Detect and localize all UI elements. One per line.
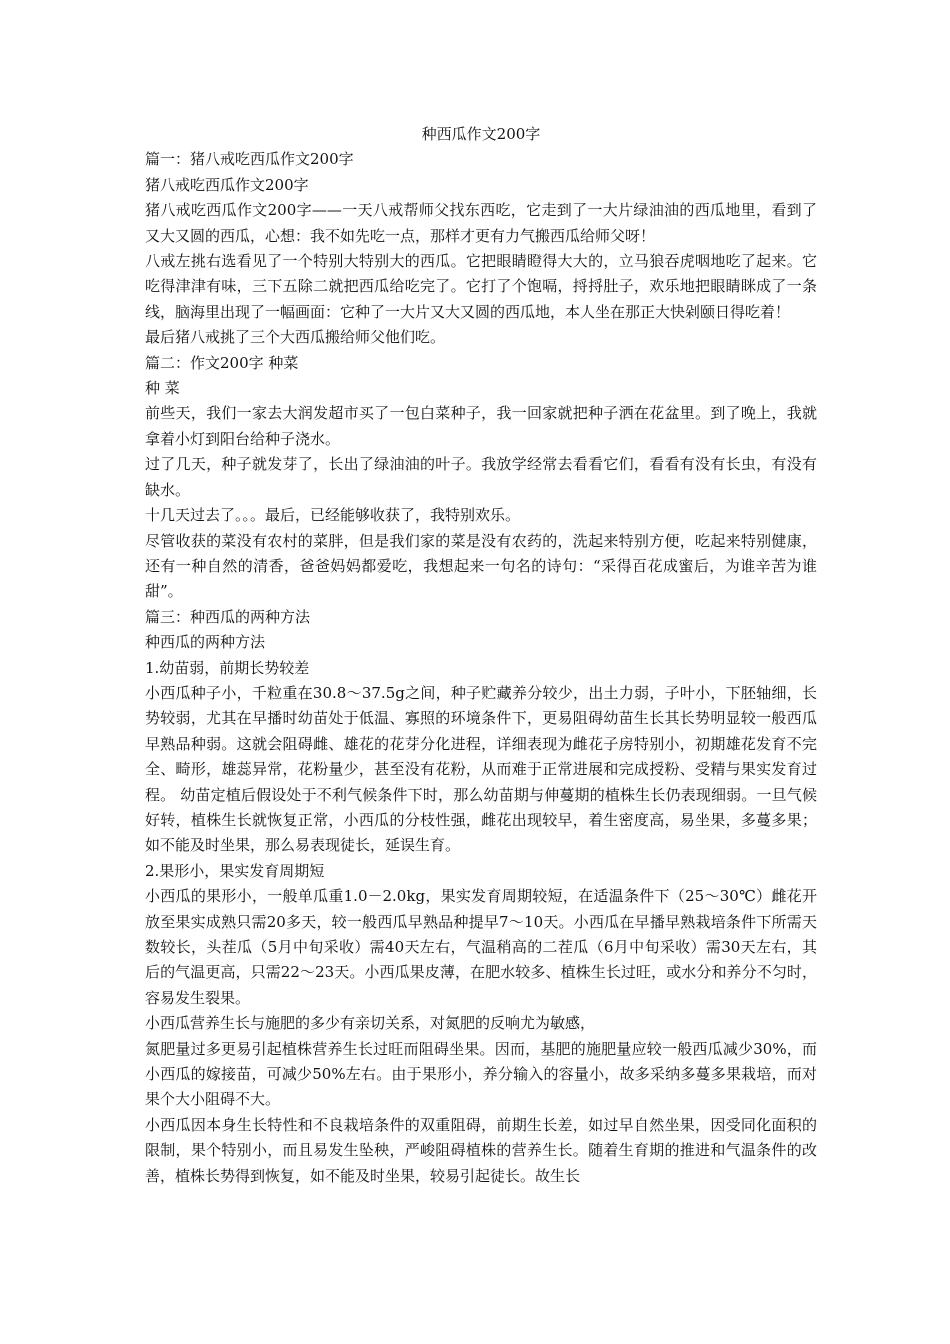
section-heading: 篇二：作文200字 种菜 [145,353,299,372]
paragraph: 小西瓜营养生长与施肥的多少有亲切关系，对氮肥的反响尤为敏感， [145,1014,596,1033]
paragraph: 最后猪八戒挑了三个大西瓜搬给师父他们吃。 [145,328,446,347]
paragraph: 小西瓜因本身生长特性和不良栽培条件的双重阻碍，前期生长差，如过早自然坐果，因受同化面积的限制，果个特别小，而且易发生坠秧，严峻阻碍植株的营养生长。随着生育期的推进和气温条件的改善，植株长势得到恢复，如不能及时坐果，较易引起徒长。故生长 [145,1115,817,1185]
paragraph: 十几天过去了。。。最后，已经能够收获了，我特别欢乐。 [145,506,521,525]
paragraph: 猪八戒吃西瓜作文200字——一天八戒帮师父找东西吃，它走到了一大片绿油油的西瓜地里，看到了又大又圆的西瓜，心想：我不如先吃一点，那样才更有力气搬西瓜给师父呀！ [145,201,817,245]
paragraph: 小西瓜的果形小，一般单瓜重1.0－2.0kg，果实发育周期较短，在适温条件下（25～30℃）雌花开放至果实成熟只需20多天，较一般西瓜早熟品种提早7～10天。小西瓜在早播早熟栽培条件下所需天数较长，头茬瓜（5月中旬采收）需40天左右，气温稍高的二茬瓜（6月中旬采收）需30天左右，其后的气温更高，只需22～23天。小西瓜果皮薄，在肥水较多、植株生长过旺，或水分和养分不匀时，容易发生裂果。 [145,887,817,1007]
paragraph: 篇一：猪八戒吃西瓜作文200字 [145,150,354,169]
paragraph: 八戒左挑右选看见了一个特别大特别大的西瓜。它把眼睛瞪得大大的，立马狼吞虎咽地吃了起来。它吃得津津有味，三下五除二就把西瓜给吃完了。它打了个饱嗝，捋捋肚子，欢乐地把眼睛眯成了一条线，脑海里出现了一幅画面：它种了一大片又大又圆的西瓜地，本人坐在那正大快剁颐日得吃着！ [145,252,817,321]
paragraph: 种 菜 [145,379,180,398]
paragraph: 2.果形小，果实发育周期短 [145,861,325,880]
paragraph: 1.幼苗弱，前期长势较差 [145,658,310,677]
paragraph: 过了几天，种子就发芽了，长出了绿油油的叶子。我放学经常去看看它们，看看有没有长虫，有没有缺水。 [145,455,817,499]
document-page [145,122,817,1189]
paragraph: 尽管收获的菜没有农村的菜胖，但是我们家的菜是没有农药的，洗起来特别方便，吃起来特别健康，还有一种自然的清香，爸爸妈妈都爱吃，我想起来一句名的诗句：“采得百花成蜜后，为谁辛苦为谁甜”。 [145,531,817,601]
paragraph: 种西瓜的两种方法 [145,633,266,652]
paragraph: 猪八戒吃西瓜作文200字 [145,175,309,194]
section-heading: 篇三：种西瓜的两种方法 [145,607,311,626]
document-title: 种西瓜作文200字 [421,125,541,143]
paragraph: 前些天，我们一家去大润发超市买了一包白菜种子，我一回家就把种子洒在花盆里。到了晚上，我就拿着小灯到阳台给种子浇水。 [145,404,817,448]
paragraph: 小西瓜种子小，千粒重在30.8～37.5g之间，种子贮藏养分较少，出土力弱，子叶小，下胚轴细，长势较弱，尤其在早播时幼苗处于低温、寡照的环境条件下，更易阻碍幼苗生长其长势明显较一般西瓜早熟品种弱。这就会阻碍雌、雄花的花芽分化进程，详细表现为雌花子房特别小，初期雄花发育不完全、畸形，雄蕊异常，花粉量少，甚至没有花粉，从而难于正常进展和完成授粉、受精与果实发育过程。 幼苗定植后假设处于不利气候条件下时，那么幼苗期与伸蔓期的植株生长仍表现细弱。一旦气候好转，植株生长就恢复正常，小西瓜的分枝性强，雌花出现较早，着生密度高，易坐果，多蔓多果；如不能及时坐果，那么易表现徒长，延误生育。 [145,683,817,855]
paragraph: 氮肥量过多更易引起植株营养生长过旺而阻碍坐果。因而，基肥的施肥量应较一般西瓜减少30%，而小西瓜的嫁接苗，可减少50%左右。由于果形小，养分输入的容量小，故多采纳多蔓多果栽培，而对果个大小阻碍不大。 [145,1039,817,1109]
